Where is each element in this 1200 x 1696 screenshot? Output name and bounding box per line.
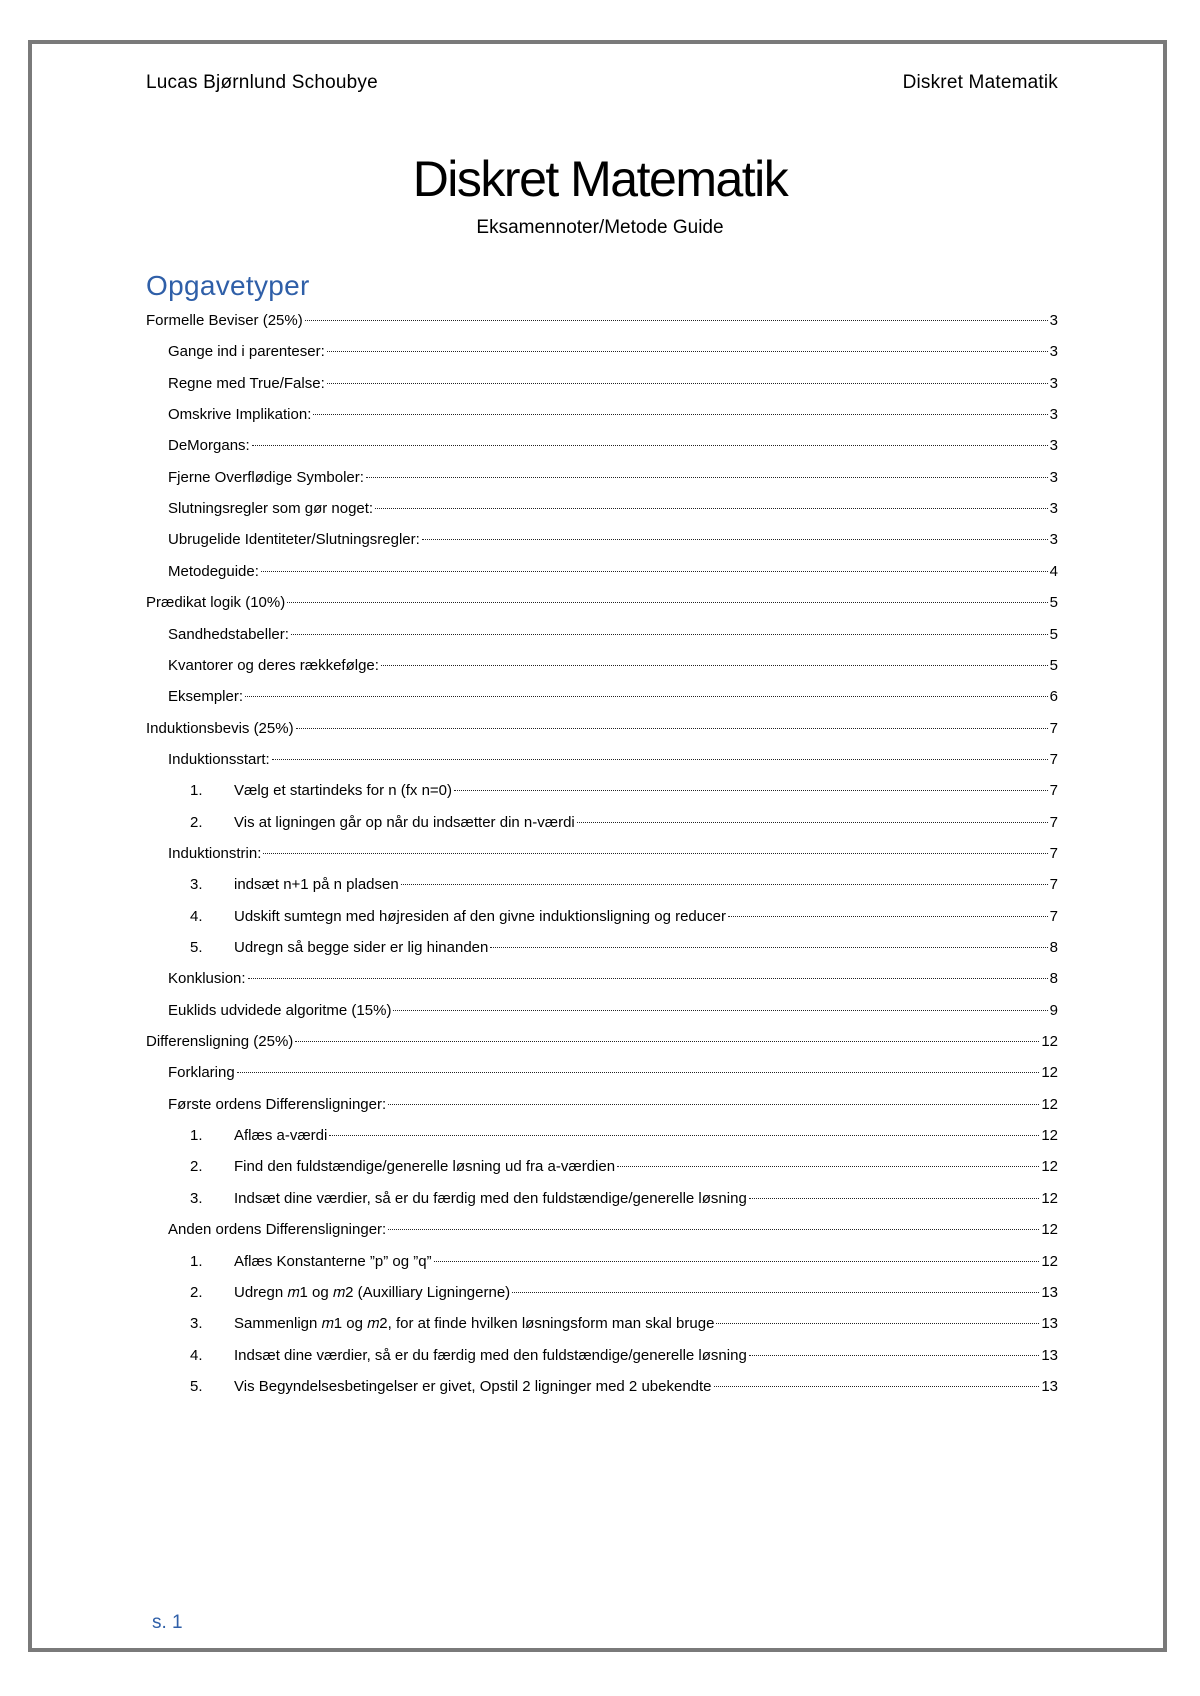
toc-entry[interactable]	[146, 749, 1058, 771]
toc-dot-leader	[327, 382, 1048, 384]
toc-entry-page: 3	[1049, 343, 1058, 361]
toc-entry-label: Vis Begyndelsesbetingelser er givet, Opstil 2 ligninger med 2 ubekendte	[234, 1377, 712, 1395]
toc-entry-label: Aflæs Konstanterne ”p” og ”q”	[234, 1252, 432, 1270]
toc-entry-label: Udregn så begge sider er lig hinanden	[234, 939, 489, 956]
toc-entry[interactable]	[146, 780, 1058, 802]
toc-entry-label: Fjerne Overflødige Symboler:	[168, 468, 364, 486]
toc-entry[interactable]	[146, 843, 1058, 865]
toc-entry-page: 5	[1049, 625, 1058, 643]
toc-dot-leader	[749, 1354, 1040, 1356]
toc-dot-leader	[716, 1322, 1039, 1324]
toc-entry-page: 12	[1041, 1127, 1058, 1145]
toc-dot-leader	[393, 1009, 1047, 1011]
toc-entry-number: 2.	[190, 813, 203, 831]
toc-entry-page: 12	[1041, 1221, 1058, 1239]
toc-entry-label: Induktionstrin:	[168, 844, 262, 862]
toc-entry-label: Udregn 𝑚1 og 𝑚2 (Auxilliary Ligningerne)	[234, 1283, 511, 1301]
toc-entry-page: 8	[1049, 970, 1058, 988]
toc-entry[interactable]	[146, 1188, 1058, 1210]
toc-entry-label: Omskrive Implikation:	[168, 406, 312, 424]
toc-entry-page: 13	[1041, 1346, 1058, 1364]
toc-entry[interactable]	[146, 812, 1058, 834]
toc-dot-leader	[287, 601, 1047, 603]
toc-entry-page: 3	[1049, 312, 1058, 329]
toc-entry[interactable]	[146, 1345, 1058, 1367]
toc-entry-number: 3.	[190, 1315, 203, 1333]
toc-entry[interactable]	[146, 968, 1058, 990]
toc-entry-page: 7	[1049, 907, 1058, 925]
toc-entry[interactable]	[146, 1282, 1058, 1304]
toc-entry-number: 2.	[190, 1283, 203, 1301]
toc-entry-label: Gange ind i parenteser:	[168, 343, 325, 361]
toc-entry-page: 8	[1049, 939, 1058, 956]
toc-entry-number: 1.	[190, 1127, 203, 1145]
toc-entry-label: Kvantorer og deres rækkefølge:	[168, 656, 379, 674]
toc-entry[interactable]	[146, 592, 1058, 614]
toc-entry-label: indsæt n+1 på n pladsen	[234, 876, 399, 894]
toc-entry-label: Slutningsregler som gør noget:	[168, 500, 374, 518]
toc-dot-leader	[245, 695, 1048, 697]
toc-dot-leader	[422, 538, 1048, 540]
toc-entry[interactable]	[146, 373, 1058, 395]
toc-entry[interactable]	[146, 655, 1058, 677]
toc-entry[interactable]	[146, 1251, 1058, 1273]
toc-entry-label: Indsæt dine værdier, så er du færdig med den fuldstændige/generelle løsning	[234, 1189, 747, 1207]
toc-entry-page: 13	[1041, 1283, 1058, 1301]
toc-entry[interactable]	[146, 529, 1058, 551]
toc-dot-leader	[237, 1071, 1040, 1073]
toc-entry-page: 7	[1049, 813, 1058, 831]
toc-entry-page: 3	[1049, 500, 1058, 518]
toc-entry-label: Formelle Beviser (25%)	[146, 312, 303, 329]
toc-entry[interactable]	[146, 1313, 1058, 1335]
toc-entry-label: Sammenlign 𝑚1 og 𝑚2, for at finde hvilken løsningsform man skal bruge	[234, 1315, 715, 1333]
toc-entry-page: 3	[1049, 374, 1058, 392]
toc-entry-label: Metodeguide:	[168, 562, 259, 580]
toc-entry-page: 7	[1049, 876, 1058, 894]
toc-entry-number: 1.	[190, 782, 203, 800]
toc-dot-leader	[388, 1228, 1039, 1230]
toc-entry[interactable]	[146, 1125, 1058, 1147]
toc-entry-page: 3	[1049, 468, 1058, 486]
toc-dot-leader	[401, 883, 1048, 885]
toc-entry[interactable]	[146, 467, 1058, 489]
toc-entry-page: 12	[1041, 1189, 1058, 1207]
toc-entry-label: Indsæt dine værdier, så er du færdig med den fuldstændige/generelle løsning	[234, 1346, 747, 1364]
toc-entry-number: 1.	[190, 1252, 203, 1270]
toc-entry-label: Eksempler:	[168, 688, 244, 706]
toc-entry-page: 12	[1041, 1095, 1058, 1113]
toc-entry-number: 3.	[190, 876, 203, 894]
toc-dot-leader	[512, 1291, 1039, 1293]
toc-entry-page: 13	[1041, 1377, 1058, 1395]
toc-entry-label: Konklusion:	[168, 970, 246, 988]
toc-entry[interactable]	[146, 310, 1058, 332]
toc-entry-page: 12	[1041, 1064, 1058, 1082]
toc-entry[interactable]	[146, 561, 1058, 583]
toc-dot-leader	[291, 633, 1048, 635]
toc-entry[interactable]	[146, 1062, 1058, 1084]
toc-entry-page: 4	[1049, 562, 1058, 580]
toc-dot-leader	[313, 413, 1047, 415]
toc-entry-label: Sandhedstabeller:	[168, 625, 289, 643]
toc-entry[interactable]	[146, 937, 1058, 959]
toc-entry[interactable]	[146, 435, 1058, 457]
toc-entry[interactable]	[146, 1031, 1058, 1053]
toc-entry-number: 5.	[190, 939, 203, 956]
toc-entry-label: Regne med True/False:	[168, 374, 325, 392]
toc-entry-label: Første ordens Differensligninger:	[168, 1095, 387, 1113]
toc-entry-page: 6	[1049, 688, 1058, 706]
toc-entry-number: 2.	[190, 1158, 203, 1176]
toc-entry-label: Udskift sumtegn med højresiden af den givne induktionsligning og reducer	[234, 907, 726, 925]
toc-entry-label: Ubrugelide Identiteter/Slutningsregler:	[168, 531, 420, 549]
toc-dot-leader	[434, 1260, 1040, 1262]
header-course: Diskret Matematik	[902, 72, 1058, 93]
toc-entry[interactable]	[146, 404, 1058, 426]
toc-entry[interactable]	[146, 1094, 1058, 1116]
toc-dot-leader	[261, 570, 1048, 572]
toc-heading: Opgavetyper	[146, 270, 310, 301]
document-title: Diskret Matematik	[412, 151, 788, 207]
toc-entry-page: 3	[1049, 531, 1058, 549]
toc-entry-label: Prædikat logik (10%)	[146, 594, 286, 612]
toc-entry-number: 5.	[190, 1377, 203, 1395]
toc-dot-leader	[252, 444, 1048, 446]
document-subtitle: Eksamennoter/Metode Guide	[476, 217, 724, 238]
toc-dot-leader	[490, 946, 1047, 948]
toc-entry-number: 4.	[190, 1346, 203, 1364]
toc-dot-leader	[714, 1385, 1040, 1387]
toc-dot-leader	[381, 664, 1048, 666]
toc-dot-leader	[305, 319, 1048, 321]
toc-entry[interactable]	[146, 1000, 1058, 1022]
toc-dot-leader	[272, 758, 1048, 760]
toc-entry-page: 12	[1041, 1252, 1058, 1270]
toc-dot-leader	[617, 1165, 1039, 1167]
toc-entry[interactable]	[146, 906, 1058, 928]
toc-entry-label: Vælg et startindeks for n (fx n=0)	[234, 782, 453, 800]
toc-entry-label: Forklaring	[168, 1064, 235, 1082]
toc-entry[interactable]	[146, 874, 1058, 896]
toc-entry-number: 4.	[190, 907, 203, 925]
toc-dot-leader	[263, 852, 1047, 854]
toc-dot-leader	[329, 1134, 1039, 1136]
toc-entry-page: 5	[1049, 594, 1058, 612]
toc-entry-label: Induktionsbevis (25%)	[146, 719, 294, 737]
header-author: Lucas Bjørnlund Schoubye	[146, 72, 378, 93]
toc-entry[interactable]	[146, 1219, 1058, 1241]
toc-entry[interactable]	[146, 1376, 1058, 1398]
toc-entry-page: 7	[1049, 750, 1058, 768]
toc-entry[interactable]	[146, 1156, 1058, 1178]
toc-entry[interactable]	[146, 624, 1058, 646]
toc-entry-label: Differensligning (25%)	[146, 1033, 294, 1051]
toc-entry-page: 5	[1049, 656, 1058, 674]
toc-entry[interactable]	[146, 498, 1058, 520]
toc-entry-page: 12	[1041, 1033, 1058, 1051]
toc-entry-page: 3	[1049, 437, 1058, 455]
toc-entry-label: Euklids udvidede algoritme (15%)	[168, 1001, 392, 1019]
toc-entry-number: 3.	[190, 1189, 203, 1207]
toc-dot-leader	[248, 977, 1048, 979]
toc-entry[interactable]	[146, 686, 1058, 708]
toc-entry-page: 12	[1041, 1158, 1058, 1176]
toc-entry[interactable]	[146, 718, 1058, 740]
toc-dot-leader	[375, 507, 1048, 509]
toc-entry-label: Aflæs a-værdi	[234, 1127, 328, 1145]
toc-entry-label: Vis at ligningen går op når du indsætter din n-værdi	[234, 813, 575, 831]
toc-entry-page: 7	[1049, 719, 1058, 737]
toc-entry-label: Anden ordens Differensligninger:	[168, 1221, 387, 1239]
toc-entry-page: 7	[1049, 782, 1058, 800]
toc-dot-leader	[388, 1103, 1039, 1105]
toc-dot-leader	[454, 789, 1048, 791]
toc-entry[interactable]	[146, 341, 1058, 363]
toc-entry-label: DeMorgans:	[168, 437, 250, 455]
toc-entry-label: Induktionsstart:	[168, 750, 270, 768]
toc-dot-leader	[749, 1197, 1040, 1199]
toc-entry-page: 7	[1049, 844, 1058, 862]
toc-dot-leader	[296, 727, 1048, 729]
toc-entry-page: 13	[1041, 1315, 1058, 1333]
page-number: s. 1	[152, 1612, 183, 1633]
toc-dot-leader	[366, 476, 1048, 478]
toc-entry-label: Find den fuldstændige/generelle løsning ud fra a-værdien	[234, 1158, 616, 1176]
toc-dot-leader	[728, 915, 1048, 917]
toc-dot-leader	[295, 1040, 1039, 1042]
toc-dot-leader	[327, 350, 1048, 352]
toc-entry-page: 3	[1049, 406, 1058, 424]
toc-entry-page: 9	[1049, 1001, 1058, 1019]
toc-dot-leader	[577, 821, 1048, 823]
